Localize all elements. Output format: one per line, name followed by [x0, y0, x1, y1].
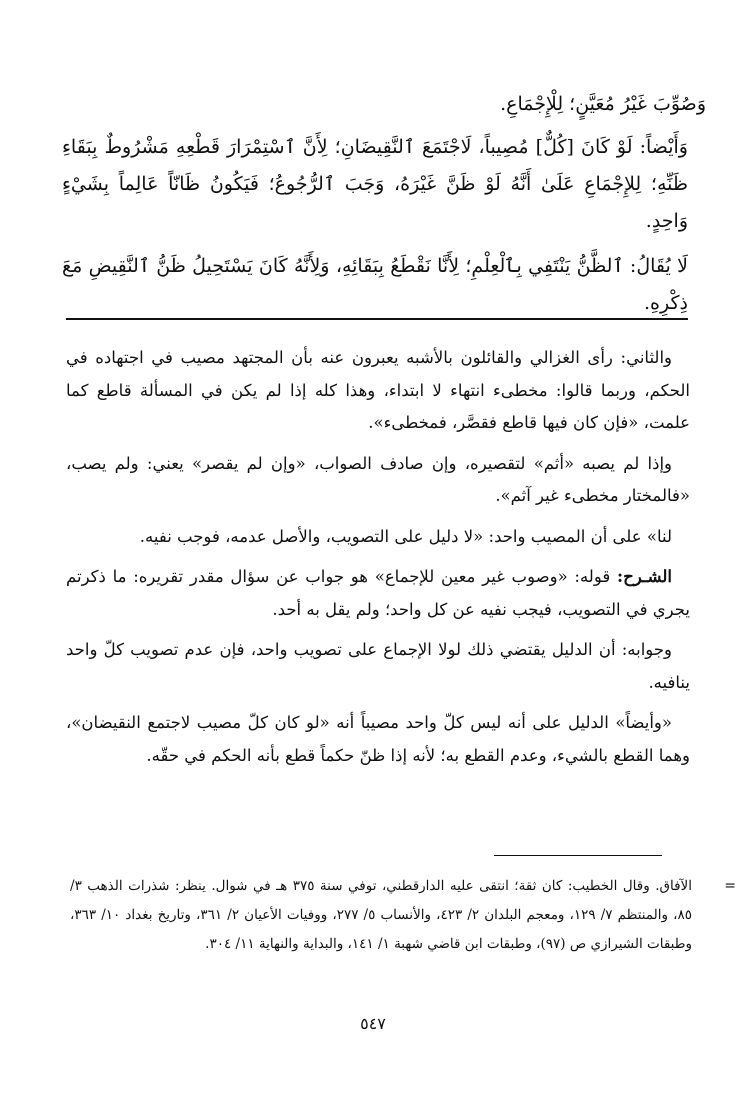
sharh-paragraph-2: وإذا لم يصبه «أثم» لتقصيره، وإن صادف الصواب، «وإن لم يقصر» يعني: ولم يصب، «فالمختار مخطىء غير آثم». [66, 453, 690, 505]
section-divider [66, 318, 688, 320]
footnote [70, 872, 736, 959]
sharh-paragraph-1: والثاني: رأى الغزالي والقائلون بالأشبه يعبرون عنه بأن المجتهد مصيب في اجتهاده في الحكم، وربما قالوا: مخطىء انتهاء لا ابتداء، وهذا كله إذا لم يكن في المسألة قاطع كما علمت، «فإن كان فيها قاطع فقصَّر، فمخطىء». [66, 348, 690, 432]
sharh-text [66, 342, 690, 780]
sharh-paragraph-4 [66, 561, 690, 626]
matn-text [62, 86, 706, 330]
footnote-continuation-mark: = [724, 878, 736, 894]
footnote-text: الآفاق. وقال الخطيب: كان ثقة؛ انتقى عليه الدارقطني، توفي سنة ٣٧٥ هـ في شوال. ينظر: شذرات الذهب ٣/ ٨٥، والمنتظم ٧/ ١٢٩، ومعجم البلدان ٢/ ٤٢٣، والأنساب ٥/ ٢٧٧، ووفيات الأعيان ٢/ ٣٦١، وتاريخ بغداد ١٠/ ٣٦٣، وطبقات الشيرازي ص (٩٧)، وطبقات ابن قاضي شهبة ١/ ١٤١، والبداية والنهاية ١١/ ٣٠٤. [70, 878, 692, 952]
sharh-paragraph-5: وجوابه: أن الدليل يقتضي ذلك لولا الإجماع على تصويب واحد، فإن عدم تصويب كلّ واحد ينافيه. [66, 640, 690, 692]
sharh-paragraph-4-text: قوله: «وصوب غير معين للإجماع» هو جواب عن سؤال مقدر تقريره: ما ذكرتم يجري في التصويب، فيجب نفيه عن كل واحد؛ ولم يقل به أحد. [66, 567, 690, 619]
matn-paragraph-3: لَا يُقَالُ: ٱلظَّنُّ يَنْتَفِي بِٱلْعِلْمِ؛ لِأَنَّا نَقْطَعُ بِبَقَائِهِ، وَلِأَنَّهُ كَانَ يَسْتَحِيلُ ظَنُّ ٱلنَّقِيضِ مَعَ ذِكْرِهِ. [62, 255, 688, 314]
matn-paragraph-1: وَصُوِّبَ غَيْرُ مُعَيَّنٍ؛ لِلْإِجْمَاعِ. [500, 93, 706, 115]
page-number: ٥٤٧ [360, 1014, 386, 1033]
sharh-label: الشـرح: [616, 567, 672, 586]
sharh-paragraph-3: لنا» على أن المصيب واحد: «لا دليل على التصويب، والأصل عدمه، فوجب نفيه. [139, 526, 672, 546]
sharh-paragraph-6: «وأيضاً» الدليل على أنه ليس كلّ واحد مصيباً أنه «لو كان كلّ مصيب لاجتمع النقيضان»، وهما القطع بالشيء، وعدم القطع به؛ لأنه إذا ظنّ حكماً قطع بأنه الحكم في حقّه. [66, 713, 690, 765]
footnote-divider [494, 855, 662, 856]
matn-paragraph-2: وَأَيْضاً: لَوْ كَانَ [كُلٌّ] مُصِيباً، لَاجْتَمَعَ ٱلنَّقِيضَانِ؛ لِأَنَّ ٱسْتِمْرَارَ قَطْعِهِ مَشْرُوطٌ بِبَقَاءِ ظَنِّهِ؛ لِلإِجْمَاعِ عَلَىٰ أَنَّهُ لَوْ ظَنَّ غَيْرَهُ، وَجَبَ ٱلرُّجُوعُ؛ فَيَكُونُ ظَانّاً عَالِماً بِشَيْءٍ وَاحِدٍ. [62, 136, 688, 232]
